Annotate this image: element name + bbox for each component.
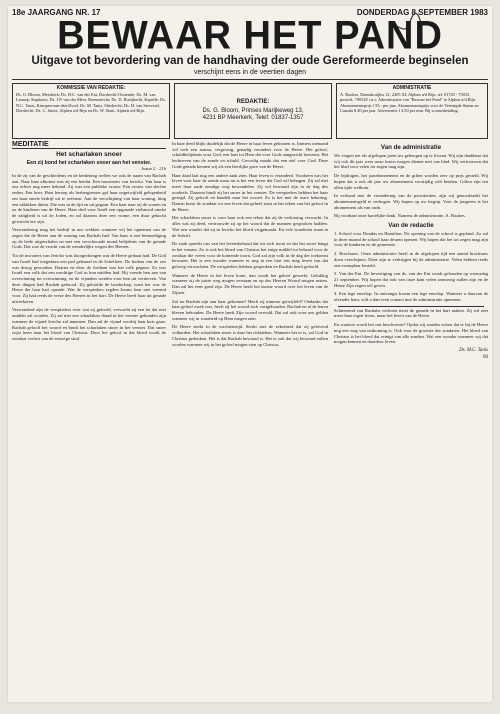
paragraph: Verwonderd zijn de verspieders over wat zij geloofd, verwacht zij een lot dat niet ontdekt zal worden. Zij zal met een scharlaken draad in het venster gebonden zijn wanneer de vijand Jericho zal innemen. Dan zal de vijand voorbij haar huis gaan. Rachab gelooft het woord en bindt het scharlaken snoer in het venster. Dat snoer wijst heen naar het bloed van Christus. Door het geloof in dat bloed wordt de zondaar verlost van de eeuwige straf.	[12, 307, 166, 341]
paragraph: 4. Een lege envelop. In ontvangst kwam een lege envelop. Wanneer u daarvan de afzender bent, wilt u dan even contact met de administratie opnemen.	[334, 291, 488, 303]
article-title: Het scharlaken snoer	[56, 151, 122, 158]
page-number: 69	[483, 354, 488, 360]
commission-title: KOMMISSIE VAN REDAKTIE:	[56, 85, 126, 91]
administration-text: A. Boukes, Daenakraijkw 21, 2405 XL Alphen a/d Rijn, tel. 01720 - 75033, postrek. 790528 t.n.v. Administratie van "Bewaar het Pand" te Alphen a/d Rijn. Abonnementsprijs f 55,- per jaar. Abonnementsprijs voor de Verenigde Staten en Canada $ 40 per jaar. Advertentie f 4,50 per mm. Bij vooruitbetaling.	[340, 92, 479, 113]
header-divider	[12, 79, 488, 80]
issue-date: DONDERDAG 8 SEPTEMBER 1983	[356, 8, 488, 17]
administration-title: ADMINISTRATIE	[392, 85, 432, 91]
paragraph: Tot de inwoners van Jericho was doorgedrongen wat de Heere gedaan had. De God van Israël had toegedaan een pad gebaand in de Schelfzee. De bodem van de zee was droog geworden. Daarna en door de Jordaan was het volk gegaan. Zo was Israël een volk dat een machtige God in hun midden had. Hij voerde hen aan van overwinning tot overwinning, en de vijanden werden voor hen uit verdreven. Van deze dingen had Rachab gehoord. Zij geloofde de boodschap, want het was de Heere die haar hart opende. Wat de verspieders zegden kwam haar niet vreemd voor. Zij had reeds de vreze des Heeren in het hart. De Heere heeft haar uit genade uitverkoren.	[12, 253, 166, 304]
paragraph: We vragen net als afgelopen jaren uw geheugen op te frissen. Wij zijn dankbaar dat wij ook dit jaar weer onze lezers mogen dienen met ons blad. Wij vertrouwen dat het blad voor velen tot zegen mag zijn.	[334, 153, 488, 170]
paragraph: Het scharlaken snoer is voor haar ook een teken dat zij de verlossing verwacht. In alles wat zij deed, vertrouwde zij op het woord dat de mannen gesproken hadden. Wat een wonder dat zij in Jericho het bloed vrijgemaakt. En vele wonderen staan in de Schrift.	[172, 215, 328, 238]
paragraph: 3. Van der Ent. De bevestiging van ds. van der Ent wordt gehouden op woensdag 21 september. Wij hopen dat ook van onze kant velen aanwezig zullen zijn en de Heere Zijn zegen wil geven.	[334, 271, 488, 288]
section-redactie: Van de redactie	[388, 222, 434, 230]
paragraph: 2. Brochures. Onze administratie heeft in de afgelopen tijd een aantal brochures doen verschijnen. Deze zijn te verkrijgen bij de administratie. Velen hebben reeds een exemplaar besteld.	[334, 251, 488, 268]
article-subtitle: Een zij bond het scharlaken snoer aan het venster.	[26, 160, 152, 166]
paragraph: De zaak spreekt ons van het levensbehoud dat uit zich toont en dat het snoer hangt in het venster. Zo is ook het bloed van Christus het enige middel tot behoud voor de zondaar die vreest voor de komende toorn. God zal zijn volk in de dag der toekomst bewaren. Het is een wonder wanneer er nog in een hart iets mag leven van dat gelovig verwachten. De verspieders hebben gesproken en Rachab heeft geloofd.	[172, 241, 328, 270]
column-middle	[172, 141, 328, 702]
commission-box	[12, 83, 170, 139]
paragraph: Wanneer de Heere in het leven komt, dan wordt het geloof gewerkt. Gelukkig wanneer zij de juiste weg mogen verstaan en op des Heeren Woord mogen rusten. Dan zal het eens goed zijn. De Heere heeft het laatste woord over het leven van de Zijnen.	[172, 272, 328, 295]
paragraph: Bij voorbaat onze hartelijke dank. Namens de administratie, A. Boukes.	[334, 213, 466, 219]
author-signature: Ds. M.C. Tanis	[459, 347, 488, 353]
paragraph: De bijdragen, het jaarabonnement en de giften worden zeer op prijs gesteld. Wij hopen dat u ook dit jaar uw abonnement voortijdig wilt betalen. Giften zijn ten allen tijde welkom.	[334, 173, 488, 190]
paragraph: In de zij van de geschiedenis en de bediening treffen we ook de naam van Rachab aan. Naar haar afkomst was zij een heidin. Een inwoneres van Jericho. Van haar is ons echter nog meer bekend. Zij was een publieke vrouw. Een vrouw van slechte zeden. Een hoer. Haar beroep als herbergierster gaf haar ongetwijfeld gelegenheid om haar snode bedrijf uit te oefenen. Aan de verschijning van haar woning, hing een afdakken ditten. Die was in de tijd en uit gegaan. Een haar naar zij de wonen en zo de kinderen van de Heere. Haar deel voor Israël een opgaande zielsnood omdat de zaligheid is uit de Joden, en zal daarom deze een vrome, een duur gekocht gewrocht ere zijn.	[12, 173, 166, 224]
column-left	[12, 141, 166, 702]
section-meditatie: MEDITATIE	[12, 141, 166, 149]
paragraph: Haar daad laat nog een andere zaak zien. Haar leven is veranderd. Voorheen was het leven voor haar de zonde maar nu is het een leven dat God wil behagen. Zij zal niet meer haar oude zondige weg bewandelen. Zij wil bewaard zijn in de dag des oordeels. Daarom bindt zij het snoer in het venster. De verspieders hebben het haar gezegd. Zij gelooft en handelt naar het woord. Zo is het met de ware bekering. Daarin komt de zondaar tot een leven dat geheel staat in het teken van het geloof in de Heere.	[172, 172, 328, 212]
paragraph: En waartoe wordt het ons beschreven? Opdat wij zouden weten dat er bij de Heere nog een weg van ontkoming is. Ook voor de grootste der zondaren. Het bloed van Christus is het bloed dat reinigt van alle zonden. Wat een wonder wanneer wij dat mogen kennen en daardoor leven.	[334, 322, 488, 345]
paragraph: Schitterend van Rachabs verloren moet de genade in het hart maken. Zij wil niet meer haar eigen leven, maar het leven van de Heere.	[334, 307, 488, 319]
paragraph: In haar deed blijkt duidelijk dat de Heere in haar leven gekomen is. Immers niemand wil toch een natuur, vergeving, genadig verandert voor de Heere. Het geloof, schuldbelijdenis voor God, een hart tot Hem dat voor Gods aangezicht beweent. Het bedroeven van de zonde en schuld. Gevoelig maakt dat een ziel voor God. Deze Gods genade kennen wij als een heerlijke gave van de Heere.	[172, 141, 328, 169]
section-administratie: Van de administratie	[380, 144, 442, 151]
paragraph: In verband met de verandering van de portokosten, zijn wij genoodzaakt het abonnementsgeld te verhogen. Wij hopen op uw begrip. Voor de jongeren is het abonnement als van ouds.	[334, 193, 488, 210]
redaction-box	[174, 83, 332, 139]
redaction-phone: 4231 BP Meerkerk, Telef. 01837-1357	[202, 114, 304, 121]
commission-text: Ds. G. Bloom, Meerkerk; Ds. H.C. van der Ent, Dordrecht-Oostende; Ds. M. van Lennep, Staphorst; Ds. J.P. van der Meer, Barendrecht; Ds. D. Boeijbacht, Kapelle; Ds. N.C. Tanis, Krimpen-aan-den-IJssel; Ds. M. Tanis, Sliedrecht; Ds. H. van Stevestel, Dordrecht; Ds. C. Smits, Alphen a/d Rijn en Ds. W. Stam, Alphen a/d Rijn.	[16, 92, 166, 113]
column-divider	[338, 306, 484, 307]
article-columns	[8, 141, 492, 702]
redaction-address: Ds. G. Bloom, Prinses Marijkeweg 13,	[202, 107, 304, 114]
info-boxes	[8, 81, 492, 141]
newspaper-page	[8, 6, 492, 702]
paragraph: De Heere sterkt in de wachtenstijd. Sterkt met de zekerheid dat zij gelovend volharden. Het scharlaken snoer is daar het richtteken. Wanneer het er is, zal God in Christus gedenken. Het is dat Rachab bewaard is. Het is ook dat wij bewaard zullen worden wanneer wij in het geloof mogen zien op Christus.	[172, 324, 328, 347]
volume-number: 18e JAARGANG NR. 17	[12, 8, 101, 17]
masthead-subtitle: Uitgave tot bevordering van de handhaving der oude Gereformeerde beginselen	[31, 55, 469, 67]
paragraph: Zal nu Rachab zijn aan haar gekomen? Heeft zij nimmer getwijfeld? Ondanks dat haar geloof zwak was, heeft zij het woord toch vastgehouden. Rachab en al de haren bleven behouden. De Heere heeft Zijn woord vervuld. Dat zal ook voor ons gelden wanneer wij in waarheid op Hem mogen zien.	[172, 298, 328, 321]
publication-frequency: verschijnt eens in de veertien dagen	[193, 69, 307, 76]
administration-box	[336, 83, 488, 139]
scripture-reference: Jozua 2 : 21b	[141, 166, 166, 171]
masthead: BEWAAR HET PAND	[57, 13, 443, 59]
column-right	[334, 141, 488, 702]
paragraph: 1. School voor Dundas en Hamilton. De opening van de school is gepland. Zo zal in deze maand de school haar deuren openen. Wij hopen dat het tot zegen mag zijn voor de kinderen en de gemeente.	[334, 231, 488, 248]
redaction-title: REDAKTIE:	[236, 99, 270, 106]
paragraph: Verwondering mag het bedrijf in ons wekken wanneer wij het opnemen van de zegen die de Heere aan de woning van Rachab had. Van haar is een bemoediging op de bede uitgeschalen en met een verschoonde mond belijdenis van de genade Gods. Dat was de vrucht van de wonderlijke wegen des Heeren.	[12, 227, 166, 250]
